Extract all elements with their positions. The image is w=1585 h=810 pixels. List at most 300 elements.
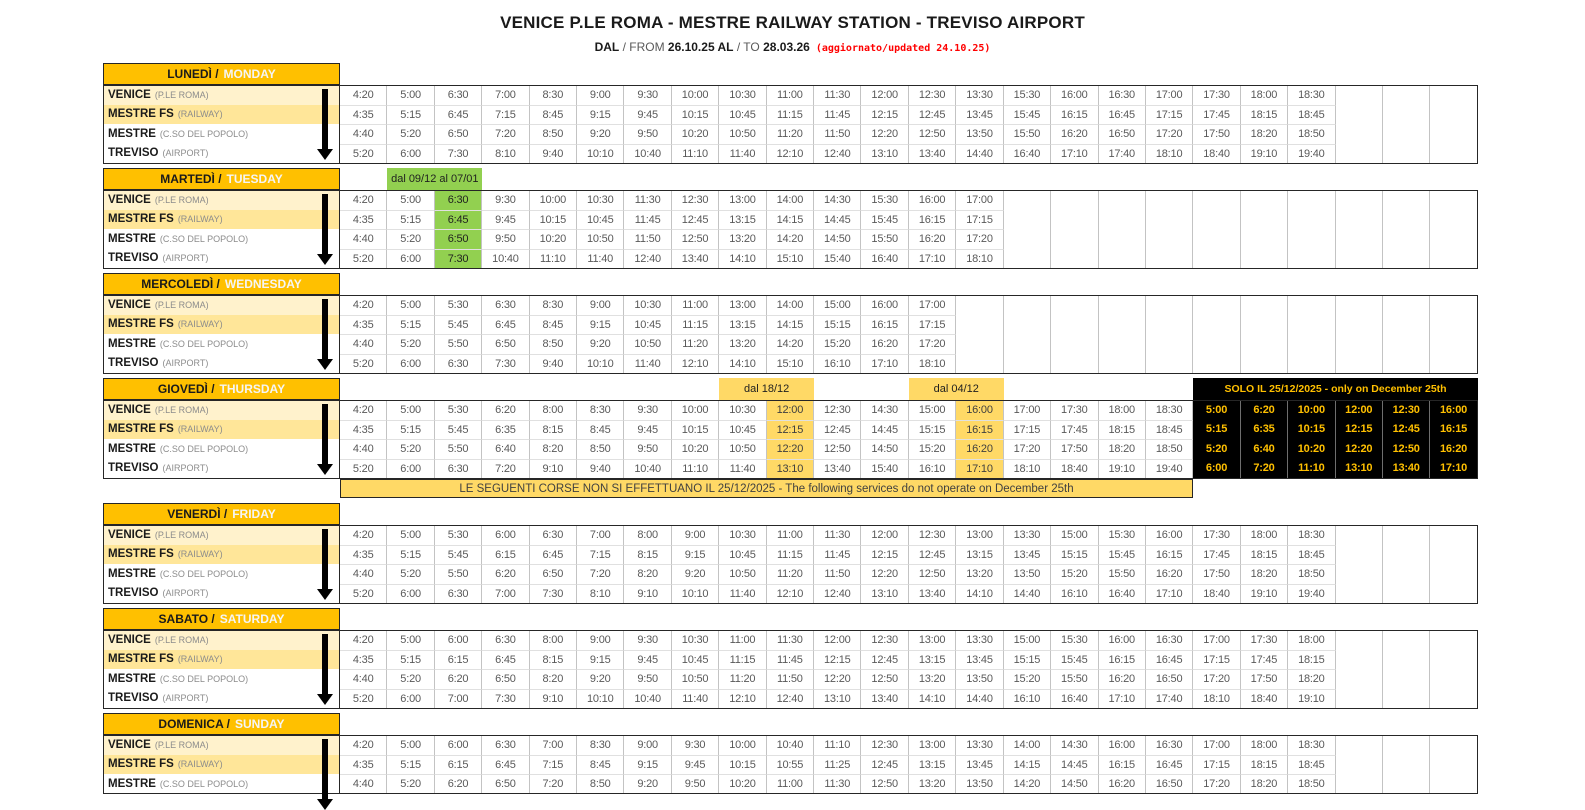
time-cell: 9:50	[624, 669, 671, 689]
station-label	[103, 545, 340, 565]
day-name-italian: VENERDÌ /	[167, 507, 228, 521]
time-cell: 11:40	[672, 689, 719, 709]
time-cell: 15:20	[909, 439, 956, 459]
time-cell: 5:20	[340, 144, 387, 164]
time-cell: 18:00	[1241, 735, 1288, 755]
time-cell: 9:15	[672, 545, 719, 565]
empty-cell	[1004, 334, 1051, 354]
station-detail: (C.SO DEL POPOLO)	[159, 568, 249, 579]
time-cell: 4:35	[340, 210, 387, 230]
empty-cell	[1383, 190, 1430, 210]
time-cell: 16:45	[1099, 105, 1146, 125]
time-cell: 12:20	[767, 439, 814, 459]
empty-cell	[1051, 315, 1098, 335]
time-cell: 12:40	[767, 689, 814, 709]
day-name-english: THURSDAY	[219, 382, 286, 396]
time-cell: 11:00	[719, 630, 766, 650]
christmas-time-cell: 12:15	[1336, 420, 1383, 440]
time-cell: 14:50	[861, 439, 908, 459]
time-cell: 14:00	[1004, 735, 1051, 755]
empty-cell	[1099, 249, 1146, 269]
empty-cell	[1051, 295, 1098, 315]
time-cell: 13:00	[956, 525, 1003, 545]
time-cell: 6:45	[482, 755, 529, 775]
time-cell: 13:40	[909, 144, 956, 164]
empty-cell	[956, 315, 1003, 335]
time-cell: 16:15	[956, 420, 1003, 440]
time-cell: 15:00	[814, 295, 861, 315]
time-cell: 17:10	[909, 249, 956, 269]
time-cell: 5:20	[387, 439, 434, 459]
station-name: VENICE	[108, 738, 151, 751]
station-label	[103, 439, 340, 459]
empty-cell	[1099, 354, 1146, 374]
time-cell: 13:15	[956, 545, 1003, 565]
station-label	[103, 295, 340, 315]
station-detail: (P.LE ROMA)	[154, 739, 209, 750]
empty-cell	[1383, 354, 1430, 374]
time-cell: 13:40	[814, 459, 861, 479]
time-cell: 16:50	[1099, 124, 1146, 144]
time-cell: 7:20	[482, 124, 529, 144]
time-cell: 5:30	[435, 400, 482, 420]
station-name: MESTRE	[108, 672, 156, 685]
time-cell: 12:10	[767, 584, 814, 604]
time-cell: 12:30	[909, 525, 956, 545]
day-section-saturday	[103, 608, 1478, 708]
christmas-time-cell: 10:15	[1288, 420, 1335, 440]
christmas-time-cell: 6:35	[1241, 420, 1288, 440]
time-cell: 11:30	[814, 774, 861, 794]
time-cell: 16:30	[1146, 630, 1193, 650]
christmas-time-cell: 5:00	[1193, 400, 1240, 420]
time-cell: 10:45	[719, 545, 766, 565]
time-cell: 15:00	[909, 400, 956, 420]
empty-cell	[1288, 229, 1335, 249]
time-cell: 14:40	[956, 144, 1003, 164]
time-cell: 8:15	[530, 650, 577, 670]
day-name-english: TUESDAY	[226, 172, 283, 186]
empty-cell	[1146, 315, 1193, 335]
empty-cell	[1336, 249, 1383, 269]
station-label	[103, 229, 340, 249]
time-cell: 13:00	[909, 735, 956, 755]
time-cell: 11:00	[672, 295, 719, 315]
time-cell: 11:10	[814, 735, 861, 755]
day-grid	[103, 273, 1478, 373]
empty-cell	[1241, 334, 1288, 354]
station-detail: (RAILWAY)	[177, 319, 223, 330]
time-cell: 19:40	[1146, 459, 1193, 479]
time-cell: 11:10	[672, 459, 719, 479]
time-cell: 7:30	[435, 249, 482, 269]
time-cell: 9:45	[482, 210, 529, 230]
empty-cell	[1383, 669, 1430, 689]
empty-cell	[1004, 354, 1051, 374]
day-section-monday	[103, 63, 1478, 163]
time-cell: 17:40	[1146, 689, 1193, 709]
time-cell: 10:10	[577, 354, 624, 374]
time-cell: 11:40	[719, 584, 766, 604]
christmas-time-cell: 16:15	[1430, 420, 1477, 440]
time-cell: 18:20	[1288, 669, 1335, 689]
christmas-time-cell: 5:20	[1193, 439, 1240, 459]
time-cell: 9:00	[577, 295, 624, 315]
time-cell: 11:30	[814, 525, 861, 545]
time-cell: 6:30	[482, 630, 529, 650]
time-cell: 9:20	[624, 774, 671, 794]
time-cell: 4:35	[340, 545, 387, 565]
subtitle-segment: 26.10.25 AL	[667, 40, 734, 54]
time-cell: 15:30	[1051, 630, 1098, 650]
time-cell: 9:00	[672, 525, 719, 545]
time-cell: 16:20	[1146, 564, 1193, 584]
time-cell: 5:15	[387, 105, 434, 125]
station-name: MESTRE FS	[108, 213, 174, 226]
empty-cell	[1336, 190, 1383, 210]
time-cell: 8:45	[530, 105, 577, 125]
time-cell: 12:45	[814, 420, 861, 440]
time-cell: 9:20	[672, 564, 719, 584]
time-cell: 17:00	[909, 295, 956, 315]
time-cell: 10:30	[719, 400, 766, 420]
time-cell: 15:30	[1004, 85, 1051, 105]
time-cell: 10:20	[719, 774, 766, 794]
station-name: VENICE	[108, 298, 151, 311]
time-cell: 12:00	[767, 400, 814, 420]
time-cell: 12:10	[672, 354, 719, 374]
time-cell: 17:10	[956, 459, 1003, 479]
empty-cell	[1051, 190, 1098, 210]
empty-cell	[1288, 190, 1335, 210]
time-cell: 14:10	[956, 584, 1003, 604]
time-cell: 5:15	[387, 420, 434, 440]
time-cell: 18:30	[1146, 400, 1193, 420]
time-cell: 5:20	[340, 689, 387, 709]
time-cell: 17:30	[1193, 525, 1240, 545]
time-cell: 17:00	[1146, 85, 1193, 105]
time-cell: 17:30	[1051, 400, 1098, 420]
time-cell: 10:45	[624, 315, 671, 335]
station-detail: (P.LE ROMA)	[154, 404, 209, 415]
time-cell: 12:30	[909, 85, 956, 105]
time-cell: 17:30	[1193, 85, 1240, 105]
station-detail: (P.LE ROMA)	[154, 634, 209, 645]
empty-cell	[1430, 315, 1477, 335]
time-cell: 6:20	[482, 564, 529, 584]
station-name: TREVISO	[108, 147, 159, 160]
time-cell: 16:45	[1146, 650, 1193, 670]
day-section-thursday	[103, 378, 1478, 498]
time-cell: 6:45	[530, 545, 577, 565]
empty-cell	[1146, 295, 1193, 315]
christmas-time-cell: 12:20	[1336, 439, 1383, 459]
time-cell: 5:00	[387, 630, 434, 650]
station-name: TREVISO	[108, 587, 159, 600]
time-cell: 11:50	[814, 124, 861, 144]
time-cell: 18:00	[1288, 630, 1335, 650]
christmas-time-cell: 13:40	[1383, 459, 1430, 479]
time-cell: 11:40	[624, 354, 671, 374]
empty-cell	[1430, 229, 1477, 249]
time-cell: 17:15	[909, 315, 956, 335]
time-cell: 13:20	[719, 334, 766, 354]
empty-cell	[1336, 124, 1383, 144]
station-name: MESTRE FS	[108, 758, 174, 771]
time-cell: 16:40	[1099, 584, 1146, 604]
time-cell: 5:00	[387, 400, 434, 420]
time-cell: 12:20	[814, 669, 861, 689]
time-cell: 9:15	[577, 650, 624, 670]
time-cell: 6:00	[387, 249, 434, 269]
empty-cell	[1241, 190, 1288, 210]
time-cell: 11:45	[814, 105, 861, 125]
empty-cell	[1336, 229, 1383, 249]
time-cell: 4:40	[340, 439, 387, 459]
empty-cell	[1430, 689, 1477, 709]
time-cell: 4:40	[340, 334, 387, 354]
empty-cell	[1099, 229, 1146, 249]
empty-cell	[1336, 735, 1383, 755]
time-cell: 5:00	[387, 295, 434, 315]
station-detail: (C.SO DEL POPOLO)	[159, 233, 249, 244]
time-cell: 13:50	[1004, 564, 1051, 584]
christmas-time-cell: 17:10	[1430, 459, 1477, 479]
time-cell: 11:40	[719, 144, 766, 164]
empty-cell	[1430, 545, 1477, 565]
empty-cell	[1051, 334, 1098, 354]
empty-cell	[1099, 334, 1146, 354]
validity-note: dal 18/12	[719, 378, 814, 400]
time-cell: 12:20	[861, 124, 908, 144]
station-detail: (AIRPORT)	[162, 148, 209, 159]
time-cell: 9:30	[624, 630, 671, 650]
time-cell: 8:20	[530, 669, 577, 689]
station-name: MESTRE	[108, 127, 156, 140]
time-cell: 7:20	[530, 774, 577, 794]
station-detail: (C.SO DEL POPOLO)	[159, 673, 249, 684]
time-cell: 11:25	[814, 755, 861, 775]
time-cell: 8:50	[530, 334, 577, 354]
time-cell: 6:45	[482, 315, 529, 335]
time-cell: 18:00	[1241, 525, 1288, 545]
christmas-time-cell: 12:50	[1383, 439, 1430, 459]
time-cell: 11:30	[767, 630, 814, 650]
time-cell: 9:10	[530, 689, 577, 709]
time-cell: 8:00	[530, 630, 577, 650]
time-cell: 18:50	[1146, 439, 1193, 459]
time-cell: 6:30	[435, 584, 482, 604]
empty-cell	[1288, 354, 1335, 374]
time-cell: 5:20	[387, 564, 434, 584]
time-cell: 18:10	[956, 249, 1003, 269]
time-cell: 16:10	[1051, 584, 1098, 604]
station-label	[103, 420, 340, 440]
time-cell: 6:15	[482, 545, 529, 565]
station-name: VENICE	[108, 633, 151, 646]
time-cell: 16:30	[1146, 735, 1193, 755]
time-cell: 13:40	[909, 584, 956, 604]
time-cell: 9:15	[624, 755, 671, 775]
empty-cell	[1430, 144, 1477, 164]
time-cell: 11:20	[719, 669, 766, 689]
time-cell: 6:00	[387, 689, 434, 709]
station-name: MESTRE	[108, 567, 156, 580]
time-cell: 12:15	[861, 105, 908, 125]
time-cell: 7:00	[530, 735, 577, 755]
empty-cell	[1193, 315, 1240, 335]
time-cell: 18:20	[1241, 774, 1288, 794]
empty-cell	[1430, 354, 1477, 374]
day-name-italian: MERCOLEDÌ /	[141, 277, 220, 291]
time-cell: 12:40	[814, 584, 861, 604]
time-cell: 10:15	[672, 420, 719, 440]
time-cell: 8:20	[624, 564, 671, 584]
time-cell: 5:20	[387, 669, 434, 689]
station-label	[103, 669, 340, 689]
time-cell: 7:00	[482, 584, 529, 604]
empty-cell	[1336, 85, 1383, 105]
station-detail: (AIRPORT)	[162, 588, 209, 599]
time-cell: 12:50	[672, 229, 719, 249]
empty-cell	[1193, 210, 1240, 230]
time-cell: 9:40	[577, 459, 624, 479]
time-cell: 8:50	[577, 774, 624, 794]
christmas-time-cell: 10:20	[1288, 439, 1335, 459]
time-cell: 15:15	[909, 420, 956, 440]
time-cell: 9:20	[577, 334, 624, 354]
time-cell: 9:10	[530, 459, 577, 479]
time-cell: 18:50	[1288, 564, 1335, 584]
validity-note: dal 09/12 al 07/01	[387, 168, 482, 190]
time-cell: 18:40	[1051, 459, 1098, 479]
station-detail: (AIRPORT)	[162, 253, 209, 264]
time-cell: 18:40	[1193, 144, 1240, 164]
time-cell: 5:20	[387, 124, 434, 144]
time-cell: 15:30	[861, 190, 908, 210]
time-cell: 11:45	[624, 210, 671, 230]
station-detail: (RAILWAY)	[177, 759, 223, 770]
time-cell: 16:00	[1146, 525, 1193, 545]
time-cell: 9:40	[530, 354, 577, 374]
empty-cell	[1430, 774, 1477, 794]
station-label	[103, 334, 340, 354]
day-section-tuesday	[103, 168, 1478, 268]
time-cell: 5:45	[435, 315, 482, 335]
time-cell: 16:00	[956, 400, 1003, 420]
empty-cell	[1383, 545, 1430, 565]
day-grid	[103, 63, 1478, 163]
time-cell: 17:15	[1146, 105, 1193, 125]
time-cell: 14:15	[1004, 755, 1051, 775]
time-cell: 4:20	[340, 190, 387, 210]
empty-cell	[1430, 564, 1477, 584]
time-cell: 15:40	[814, 249, 861, 269]
time-cell: 18:30	[1288, 85, 1335, 105]
time-cell: 13:10	[814, 689, 861, 709]
time-cell: 4:35	[340, 755, 387, 775]
time-cell: 14:40	[956, 689, 1003, 709]
time-cell: 8:50	[530, 124, 577, 144]
time-cell: 9:50	[482, 229, 529, 249]
empty-cell	[1241, 315, 1288, 335]
time-cell: 15:10	[767, 249, 814, 269]
time-cell: 18:50	[1288, 774, 1335, 794]
time-cell: 6:15	[435, 755, 482, 775]
time-cell: 5:20	[340, 354, 387, 374]
time-cell: 11:40	[719, 459, 766, 479]
time-cell: 16:15	[1099, 755, 1146, 775]
empty-cell	[956, 354, 1003, 374]
time-cell: 12:50	[861, 774, 908, 794]
time-cell: 8:10	[577, 584, 624, 604]
time-cell: 14:00	[767, 295, 814, 315]
time-cell: 13:00	[909, 630, 956, 650]
time-cell: 4:40	[340, 124, 387, 144]
day-section-wednesday	[103, 273, 1478, 373]
empty-cell	[1288, 334, 1335, 354]
time-cell: 12:45	[861, 650, 908, 670]
christmas-time-cell: 6:00	[1193, 459, 1240, 479]
station-detail: (RAILWAY)	[177, 654, 223, 665]
station-label	[103, 400, 340, 420]
day-header	[103, 378, 340, 400]
time-cell: 8:30	[530, 85, 577, 105]
time-cell: 17:15	[1193, 650, 1240, 670]
time-cell: 9:40	[530, 144, 577, 164]
time-cell: 15:00	[1051, 525, 1098, 545]
time-cell: 9:15	[577, 315, 624, 335]
time-cell: 18:20	[1241, 564, 1288, 584]
day-name-english: WEDNESDAY	[224, 277, 302, 291]
time-cell: 17:20	[1193, 669, 1240, 689]
empty-cell	[1336, 105, 1383, 125]
time-cell: 12:00	[861, 525, 908, 545]
station-label	[103, 525, 340, 545]
time-cell: 10:45	[719, 420, 766, 440]
time-cell: 18:15	[1241, 755, 1288, 775]
time-cell: 9:20	[577, 669, 624, 689]
time-cell: 12:45	[672, 210, 719, 230]
empty-cell	[1383, 774, 1430, 794]
station-name: VENICE	[108, 88, 151, 101]
empty-cell	[1383, 755, 1430, 775]
time-cell: 6:30	[435, 354, 482, 374]
station-label	[103, 210, 340, 230]
time-cell: 10:20	[672, 124, 719, 144]
station-label	[103, 755, 340, 775]
time-cell: 7:00	[435, 689, 482, 709]
time-cell: 10:00	[672, 400, 719, 420]
time-cell: 7:00	[482, 85, 529, 105]
empty-cell	[1146, 190, 1193, 210]
day-header	[103, 63, 340, 85]
day-name-italian: MARTEDÌ /	[160, 172, 222, 186]
station-detail: (P.LE ROMA)	[154, 194, 209, 205]
time-cell: 18:45	[1288, 755, 1335, 775]
time-cell: 10:50	[577, 229, 624, 249]
time-cell: 10:20	[672, 439, 719, 459]
time-cell: 4:40	[340, 229, 387, 249]
subtitle-segment: / TO	[733, 40, 764, 54]
time-cell: 5:00	[387, 85, 434, 105]
empty-cell	[1383, 105, 1430, 125]
time-cell: 9:50	[672, 774, 719, 794]
time-cell: 5:50	[435, 334, 482, 354]
time-cell: 17:15	[956, 210, 1003, 230]
empty-cell	[1430, 249, 1477, 269]
time-cell: 4:20	[340, 630, 387, 650]
